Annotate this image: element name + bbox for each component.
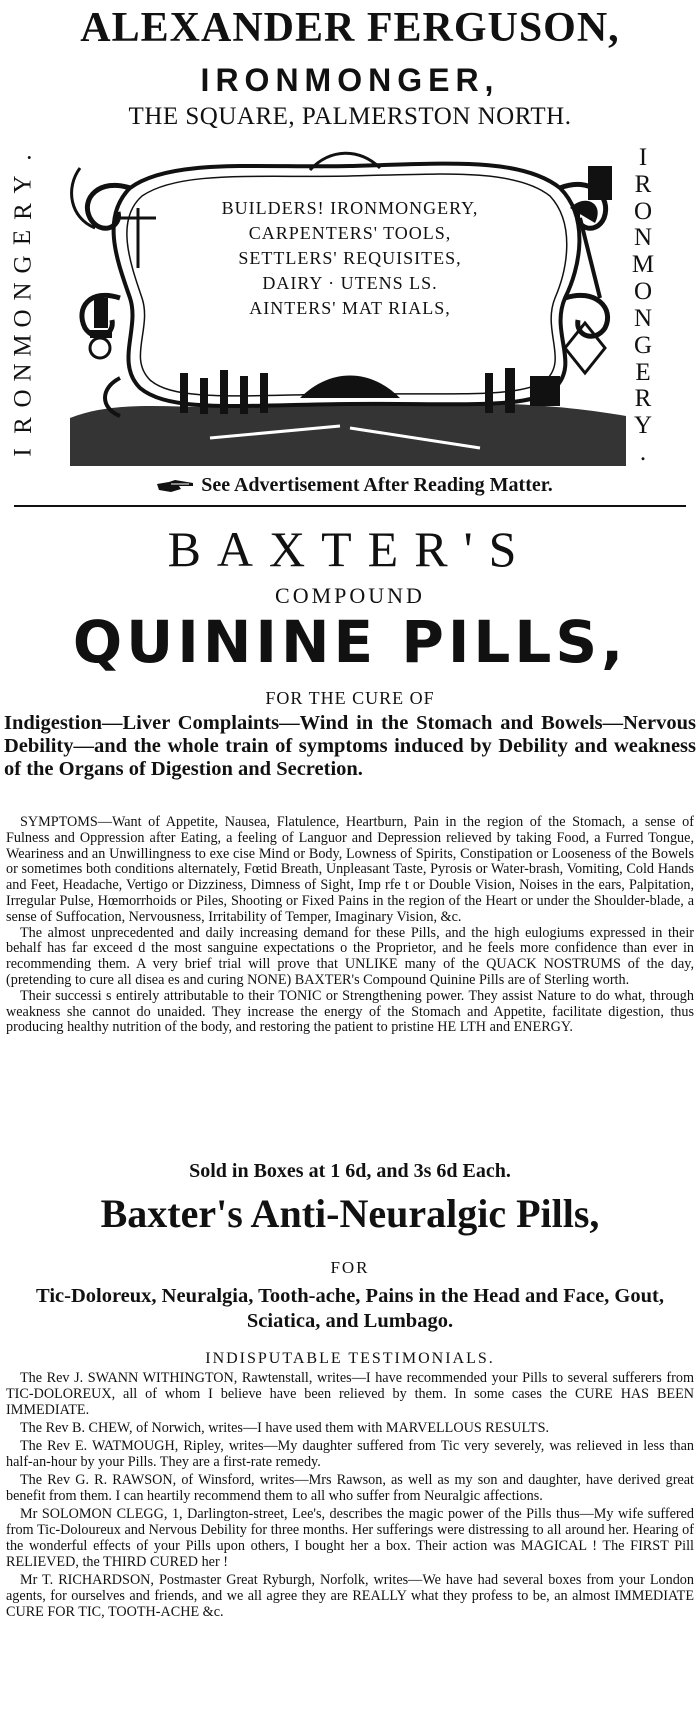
testimonial: The Rev J. SWANN WITHINGTON, Rawtenstall, writes—I have recommended your Pills to several sufferers from TIC-DOLOREUX, all of whom I believe have been relieved by them. In some cases the CURE HAS BEEN IMMEDIATE. (6, 1370, 694, 1418)
side-label-letter: E (9, 230, 37, 246)
side-label-letter: R (634, 170, 652, 198)
testimonial: The Rev E. WATMOUGH, Ripley, writes—My daughter suffered from Tic very severely, was relieved in less than half-an-hour by your Pills. They are a first-rate remedy. (6, 1438, 694, 1470)
symptoms-paragraph: SYMPTOMS—Want of Appetite, Nausea, Flatulence, Heartburn, Pain in the region of the Stomach, a sense of Fulness and Oppression after Eating, a feeling of Languor and Depression relieved by taking Food, a Furred Tongue, Weariness and an Unwillingness to exe cise Mind or Body, Lowness of Spirits, Constipation or Looseness of the Bowels or sometimes both conditions alternately, Fœtid Breath, Unpleasant Taste, Pyrosis or Water-brash, Vomiting, Cold Hands and Feet, Headache, Vertigo or Dizziness, Dimness of Sight, Imp rfe t or Double Vision, Noises in the ears, Palpitation, Irregular Pulse, Hœmorrhoids or Piles, Shooting or Fixed Pains in the region of the Heart or under the Shoulder-blade, a sense of Suffocation, Nervousness, Irritability of Temper, Imaginary Vision, &c. (6, 814, 694, 925)
testimonial: The Rev B. CHEW, of Norwich, writes—I have used them with MARVELLOUS RESULTS. (20, 1420, 550, 1436)
side-label-letter: O (9, 309, 37, 328)
side-label-letter: O (9, 389, 37, 408)
side-label-letter: G (9, 255, 37, 274)
section-divider (14, 505, 686, 507)
quinine-pills-heading: QUININE PILLS, (72, 608, 628, 676)
side-label-letter: R (9, 417, 37, 434)
anti-neuralgic-heading: Baxter's Anti-Neuralgic Pills, (100, 1191, 600, 1236)
side-label-letter: . (9, 154, 37, 161)
price-line: Sold in Boxes at 1 6d, and 3s 6d Each. (189, 1160, 511, 1182)
side-label-letter: M (631, 251, 655, 279)
side-label-letter: O (633, 278, 653, 306)
goods-line: CARPENTERS' TOOLS, (248, 223, 452, 243)
side-label-letter: N (9, 362, 37, 382)
ferguson-address: THE SQUARE, PALMERSTON NORTH. (128, 103, 572, 130)
testimonial: The Rev G. R. RAWSON, of Winsford, writes—Mrs Rawson, as well as my son and daughter, have derived great benefit from them. I can heartily recommend them to all who suffer from Neuralgic affections. (6, 1472, 694, 1504)
side-label-letter: E (635, 358, 651, 386)
testimonials-list (6, 1370, 694, 1622)
testimonial: Mr SOLOMON CLEGG, 1, Darlington-street, Lee's, describes the magic power of the Pills thus—My wife suffered from Tic-Doloureux and Nervous Debility for three months. Her sufferings were distressing to all around her. Hearing of the wonderful effects of your Pills upon others, I bought her a box. Their action was MAGICAL ! The FIRST Pill RELIEVED, the THIRD CURED her ! (6, 1506, 694, 1570)
side-label-letter: O (633, 197, 653, 225)
goods-line: SETTLERS' REQUISITES, (238, 248, 462, 268)
side-label-letter: N (633, 224, 653, 252)
baxters-title: BAXTER'S (167, 521, 533, 577)
demand-paragraph: The almost unprecedented and daily increasing demand for these Pills, and the high eulogiums expressed in their behalf has far exceed d the most sanguine expectations o the Proprietor, and he feels more confidence than ever in recommending them. A very brief trial will prove that UNLIKE many of the QUACK NOSTRUMS of the day, (pretending to cure all disea es and curing NONE) BAXTER's Compound Quinine Pills are of Sterling worth. (6, 924, 694, 988)
side-label-letter: N (9, 282, 37, 301)
testimonials-heading: INDISPUTABLE TESTIMONIALS. (205, 1350, 495, 1367)
ferguson-goods-list (140, 196, 560, 321)
testimonial: Mr T. RICHARDSON, Postmaster Great Ryburgh, Norfolk, writes—We have had several boxes from your London agents, for ourselves and friends, and we all agree they are REALLY what they profess to be, an almost IMMEDIATE CURE FOR TIC, TOOTH-ACHE &c. (6, 1572, 694, 1620)
goods-line: DAIRY · UTENS LS. (262, 273, 438, 293)
goods-line: AINTERS' MAT RIALS, (249, 298, 451, 318)
baxters-compound: COMPOUND (275, 583, 425, 608)
goods-line: BUILDERS! IRONMONGERY, (221, 198, 479, 218)
side-label-letter: Y (9, 175, 37, 194)
see-advertisement-text: See Advertisement After Reading Matter. (201, 474, 553, 496)
ferguson-name: ALEXANDER FERGUSON, (80, 5, 620, 51)
side-label-letter: G (633, 331, 653, 359)
side-label-letter: I (9, 448, 37, 457)
success-paragraph: Their successi s entirely attributable to their TONIC or Strengthening power. They assist Nature to do what, through weakness she cannot do unaided. They increase the energy of the Stomach and Appetite, facilitate digestion, thus producing healthy nutrition of the body, and restoring the patient to pristine HE LTH and ENERGY. (6, 987, 694, 1036)
ferguson-advertisement (0, 0, 700, 505)
side-label-letter: M (9, 334, 37, 357)
see-advertisement-notice (24, 474, 684, 497)
pointing-hand-icon (155, 478, 195, 494)
side-label-letter: R (9, 202, 37, 220)
side-label-letter: . (639, 438, 647, 466)
baxters-body-text (6, 815, 694, 1036)
side-label-letter: Y (633, 412, 653, 440)
side-label-left (8, 145, 38, 465)
for-the-cure-of: FOR THE CURE OF (265, 688, 435, 708)
indications-paragraph: Indigestion—Liver Complaints—Wind in the Stomach and Bowels—Nervous Debility—and the whole train of symptoms induced by Debility and weakness of the Organs of Digestion and Secretion. (4, 712, 696, 780)
side-label-letter: N (633, 304, 653, 332)
ferguson-trade: IRONMONGER, (200, 62, 500, 98)
ailments-list: Tic-Doloreux, Neuralgia, Tooth-ache, Pains in the Head and Face, Gout, Sciatica, and Lumbago. (36, 1285, 664, 1332)
side-label-letter: R (634, 385, 652, 413)
for-label: FOR (330, 1258, 370, 1277)
side-label-letter: I (638, 144, 648, 171)
